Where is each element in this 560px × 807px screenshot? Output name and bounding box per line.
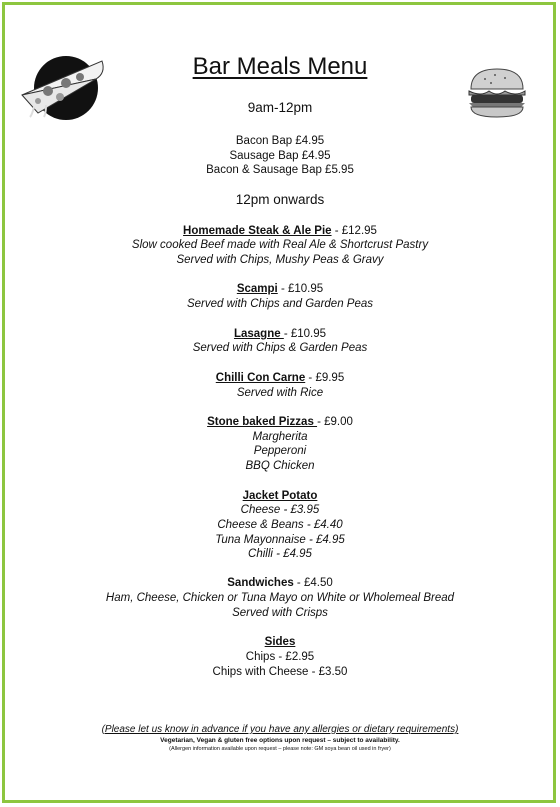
dish-title <box>0 576 560 590</box>
dish-option: Cheese & Beans - £4.40 <box>217 519 343 531</box>
allergy-note: (Please let us know in advance if you have any allergies or dietary requirements) <box>101 724 459 735</box>
dish-option: Tuna Mayonnaise - £4.95 <box>215 534 345 546</box>
allergen-info: (Allergen information available upon request – please note: GM soya bean oil used in fryer) <box>169 746 391 752</box>
dietary-options-note: Vegetarian, Vegan & gluten free options upon request – subject to availability. <box>160 737 400 744</box>
dish-name: Jacket Potato <box>242 490 318 502</box>
dish-option: Pepperoni <box>253 445 307 457</box>
dish-name: Sides <box>264 636 296 648</box>
dish-option: Margherita <box>252 431 308 443</box>
dish-name: Stone baked Pizzas <box>207 416 318 428</box>
dish-option: BBQ Chicken <box>245 460 315 472</box>
dish-name: Chilli Con Carne <box>215 372 306 384</box>
dish-title <box>0 327 560 341</box>
lunch-heading: 12pm onwards <box>235 192 325 207</box>
dish-name: Lasagne <box>233 328 284 340</box>
dish-title <box>0 489 560 503</box>
dish-title <box>0 282 560 296</box>
dish-name: Homemade Steak & Ale Pie <box>183 225 332 237</box>
dish-option: Chips with Cheese - £3.50 <box>212 666 348 678</box>
dish-description: Served with Chips and Garden Peas <box>186 298 374 310</box>
dish-price: - £9.00 <box>317 416 353 428</box>
dish-price: - £9.95 <box>305 372 345 384</box>
dish-title <box>0 371 560 385</box>
dish-price: - £4.50 <box>293 577 333 589</box>
dish-price: - £10.95 <box>283 328 327 340</box>
dish-description: Served with Chips, Mushy Peas & Gravy <box>176 254 384 266</box>
menu-border <box>2 2 556 803</box>
dish-option: Chips - £2.95 <box>245 651 315 663</box>
dish-description: Served with Rice <box>236 387 324 399</box>
dish-option: Chilli - £4.95 <box>248 548 312 560</box>
dish-price: - £12.95 <box>331 225 377 237</box>
dish-title <box>0 224 560 238</box>
breakfast-heading: 9am-12pm <box>247 100 313 115</box>
dish-description: Served with Chips & Garden Peas <box>192 342 368 354</box>
menu-title: Bar Meals Menu <box>192 53 368 80</box>
dish-title <box>0 635 560 649</box>
menu-item: Sausage Bap £4.95 <box>229 150 331 162</box>
dish-name: Scampi <box>236 283 278 295</box>
dish-option: Cheese - £3.95 <box>240 504 320 516</box>
dish-price: - £10.95 <box>277 283 324 295</box>
dish-description: Served with Crisps <box>232 607 328 619</box>
dish-description: Ham, Cheese, Chicken or Tuna Mayo on White or Wholemeal Bread <box>105 592 455 604</box>
dish-description: Slow cooked Beef made with Real Ale & Shortcrust Pastry <box>131 239 429 251</box>
dish-title <box>0 415 560 429</box>
dish-name: Sandwiches <box>227 577 294 589</box>
menu-item: Bacon Bap £4.95 <box>235 135 325 147</box>
menu-item: Bacon & Sausage Bap £5.95 <box>206 164 354 176</box>
